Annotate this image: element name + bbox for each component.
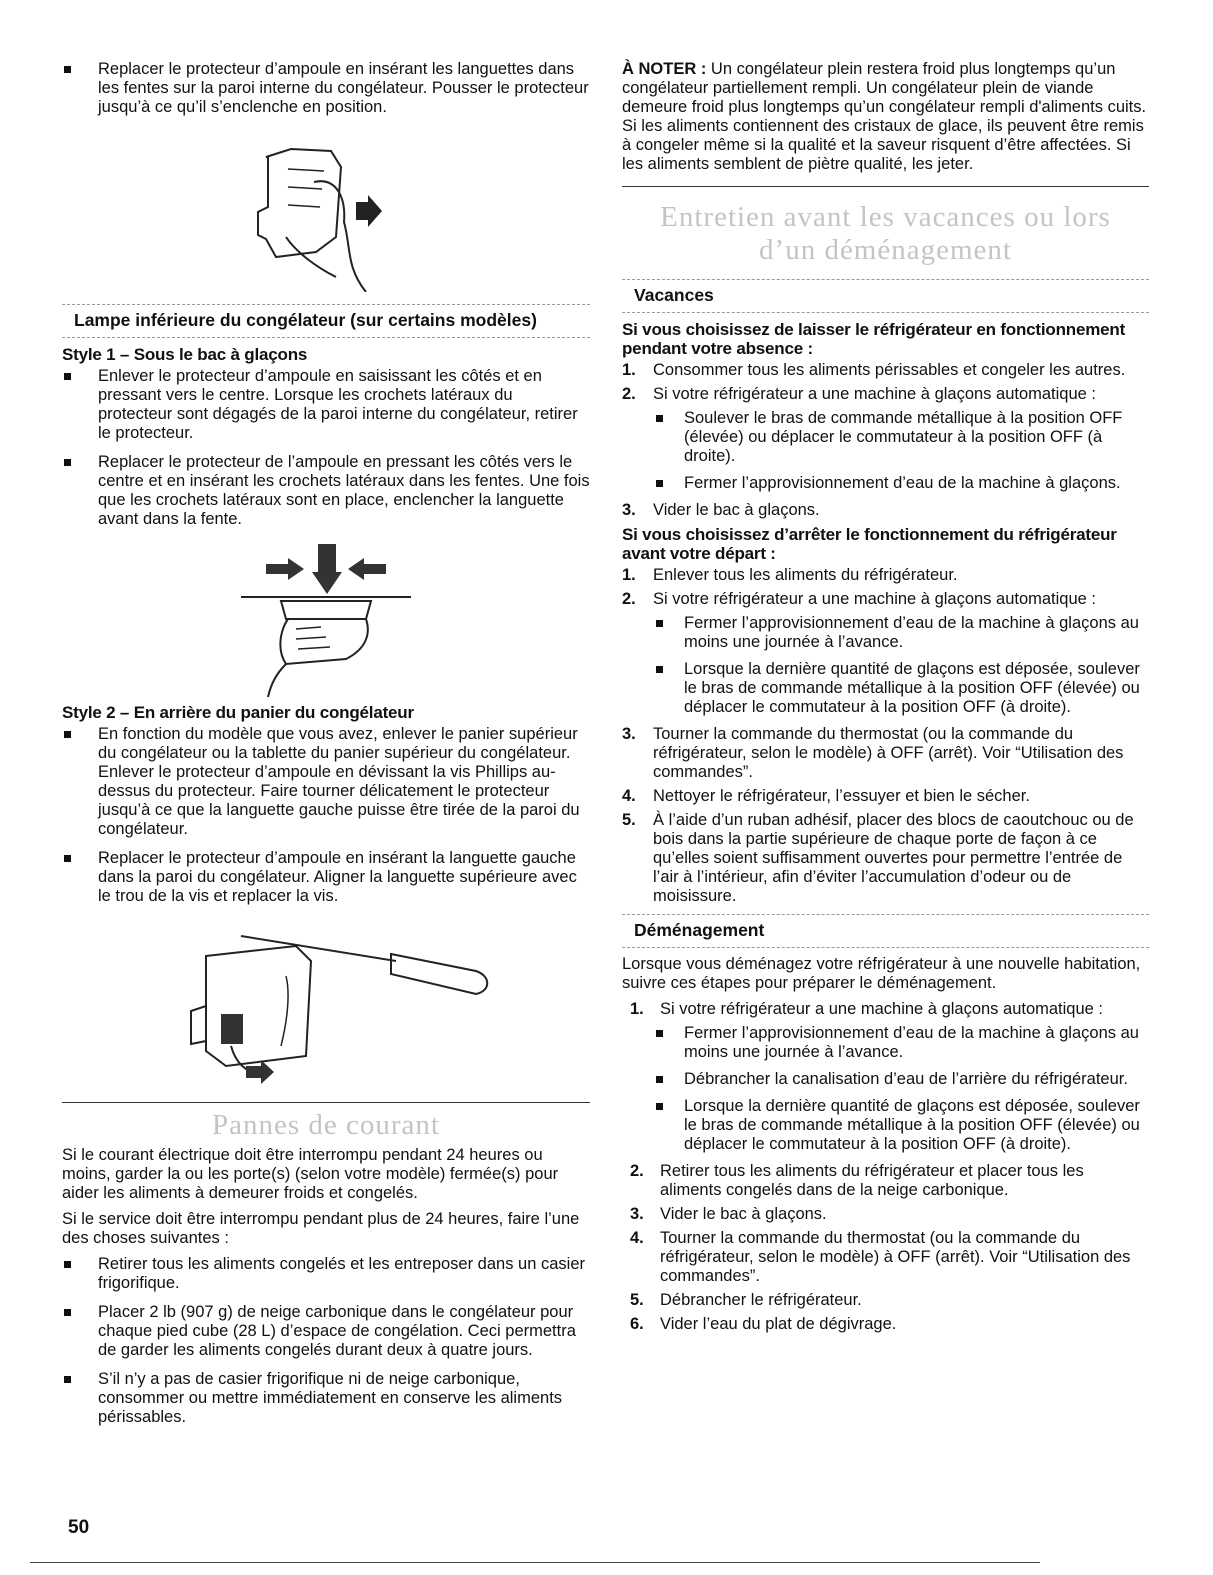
- list-item: 2. Si votre réfrigérateur a une machine à glaçons automatique :: [622, 385, 1097, 403]
- right-column: [622, 60, 1149, 1339]
- list-item: Replacer le protecteur d’ampoule en insérant la languette gauche dans la paroi du congélateur. Aligner la languette supérieure avec le trou de la vis et replacer la vis.: [62, 849, 590, 906]
- list-item: Débrancher la canalisation d’eau de l’arrière du réfrigérateur.: [622, 1070, 1149, 1089]
- list-item: Replacer le protecteur de l’ampoule en pressant les côtés vers le centre et en insérant les crochets latéraux dans les fentes. Une fois que les crochets latéraux sont en place, enclencher la languette avant dans la fente.: [62, 453, 590, 529]
- list-item: 6. Vider l’eau du plat de dégivrage.: [630, 1315, 897, 1333]
- page-number: 50: [68, 1517, 90, 1538]
- list-item: Fermer l’approvisionnement d’eau de la machine à glaçons.: [622, 474, 1149, 493]
- power-outage-title: Pannes de courant: [212, 1109, 440, 1141]
- paragraph: Si le service doit être interrompu pendant plus de 24 heures, faire l’une des choses suivantes :: [62, 1210, 580, 1247]
- list-item: 2. Retirer tous les aliments du réfrigérateur et placer tous les aliments congelés dans de la neige carbonique.: [630, 1162, 1084, 1199]
- list-item: 1. Consommer tous les aliments périssables et congeler les autres.: [622, 361, 1126, 379]
- care-section-title: Entretien avant les vacances ou lors d’un déménagement: [660, 201, 1111, 266]
- list-item: Retirer tous les aliments congelés et les entreposer dans un casier frigorifique.: [62, 1255, 590, 1293]
- style1-title: Style 1 – Sous le bac à glaçons: [62, 345, 308, 364]
- lamp-section-heading: Lampe inférieure du congélateur (sur certains modèles): [62, 304, 590, 338]
- list-item: 5. À l’aide d’un ruban adhésif, placer des blocs de caoutchouc ou de bois dans la partie supérieure de chaque porte de façon à ce qu’elles soient suffisamment ouvertes pour permettre l’entrée de l’air à l’intérieur, afin d’éviter l’accumulation d’odeur ou de moisissure.: [622, 811, 1134, 905]
- list-item: 3. Vider le bac à glaçons.: [630, 1205, 827, 1223]
- list-item: 5. Débrancher le réfrigérateur.: [630, 1291, 862, 1309]
- list-item: Fermer l’approvisionnement d’eau de la machine à glaçons au moins une journée à l’avance.: [622, 1024, 1149, 1062]
- list-item: 4. Tourner la commande du thermostat (ou la commande du réfrigérateur, selon le modèle) à OFF (arrêt). Voir “Utilisation des commandes”.: [630, 1229, 1131, 1285]
- list-item: S’il n’y a pas de casier frigorifique ni de neige carbonique, consommer ou mettre immédiatement en conserve les aliments périssables.: [62, 1370, 590, 1427]
- note-label: À NOTER :: [622, 60, 707, 78]
- light-shield-tabs-illustration: [196, 127, 456, 292]
- paragraph: Lorsque vous déménagez votre réfrigérateur à une nouvelle habitation, suivre ces étapes pour préparer le déménagement.: [622, 955, 1141, 992]
- list-item: 4. Nettoyer le réfrigérateur, l’essuyer et bien le sécher.: [622, 787, 1030, 805]
- list-item: Fermer l’approvisionnement d’eau de la machine à glaçons au moins une journée à l’avance.: [622, 614, 1149, 652]
- list-item: Enlever le protecteur d’ampoule en saisissant les côtés et en pressant vers le centre. Lorsque les crochets latéraux du protecteur sont dégagés de la paroi interne du congélateur, retirer le protecteur.: [62, 367, 590, 443]
- list-item: 2. Si votre réfrigérateur a une machine à glaçons automatique :: [622, 590, 1097, 608]
- section-divider: [622, 186, 1149, 187]
- screwdriver-shield-illustration: [146, 916, 506, 1086]
- list-item: Placer 2 lb (907 g) de neige carbonique dans le congélateur pour chaque pied cube (28 L) d’espace de congélation. Ceci permettra de garder les aliments congelés durant deux à quatre jours.: [62, 1303, 590, 1360]
- list-item: 3. Vider le bac à glaçons.: [622, 501, 820, 519]
- style2-title: Style 2 – En arrière du panier du congélateur: [62, 703, 414, 722]
- moving-heading: Déménagement: [622, 914, 1149, 948]
- section-divider: [62, 1102, 590, 1103]
- list-item: Lorsque la dernière quantité de glaçons est déposée, soulever le bras de commande métallique à la position OFF (élevée) ou déplacer le commutateur à la position OFF (à droite).: [622, 660, 1149, 717]
- paragraph: Si le courant électrique doit être interrompu pendant 24 heures ou moins, garder la ou les porte(s) (selon votre modèle) fermée(s) pour aider les aliments à demeurer froids et congelés.: [62, 1146, 559, 1202]
- left-column: [62, 60, 590, 1437]
- list-item: 3. Tourner la commande du thermostat (ou la commande du réfrigérateur, selon le modèle) à OFF (arrêt). Voir “Utilisation des commandes”.: [622, 725, 1124, 781]
- lower-lamp-shield-illustration: [226, 539, 426, 699]
- list-item: 1. Enlever tous les aliments du réfrigérateur.: [622, 566, 958, 584]
- footer-rule: [30, 1562, 1040, 1563]
- turn-off-title: Si vous choisissez d’arrêter le fonctionnement du réfrigérateur avant votre départ :: [622, 525, 1117, 563]
- stay-on-title: Si vous choisissez de laisser le réfrigérateur en fonctionnement pendant votre absence :: [622, 320, 1126, 358]
- list-item: 1. Si votre réfrigérateur a une machine à glaçons automatique :: [630, 1000, 1104, 1018]
- list-item: Lorsque la dernière quantité de glaçons est déposée, soulever le bras de commande métallique à la position OFF (élevée) ou déplacer le commutateur à la position OFF (à droite).: [622, 1097, 1149, 1154]
- note-paragraph: À NOTER : Un congélateur plein restera froid plus longtemps qu’un congélateur partiellement rempli. Un congélateur plein de viande demeure froid plus longtemps qu’un congélateur rempli d'aliments cuits. Si les aliments contiennent des cristaux de glace, ils peuvent être remis à congeler même si la qualité et la saveur risquent d’être affectées. Si les aliments semblent de piètre qualité, les jeter.: [622, 60, 1147, 173]
- list-item: En fonction du modèle que vous avez, enlever le panier supérieur du congélateur ou la tablette du panier supérieur du congélateur. Enlever le protecteur d’ampoule en dévissant la vis Phillips au-dessus du protecteur. Faire tourner délicatement le protecteur jusqu’à ce que la languette gauche puisse être tirée de la paroi du congélateur.: [62, 725, 590, 839]
- list-item: Replacer le protecteur d’ampoule en insérant les languettes dans les fentes sur la paroi interne du congélateur. Pousser le protecteur jusqu’à ce qu’il s’enclenche en position.: [62, 60, 590, 117]
- list-item: Soulever le bras de commande métallique à la position OFF (élevée) ou déplacer le commutateur à la position OFF (à droite).: [622, 409, 1149, 466]
- vacation-heading: Vacances: [622, 279, 1149, 313]
